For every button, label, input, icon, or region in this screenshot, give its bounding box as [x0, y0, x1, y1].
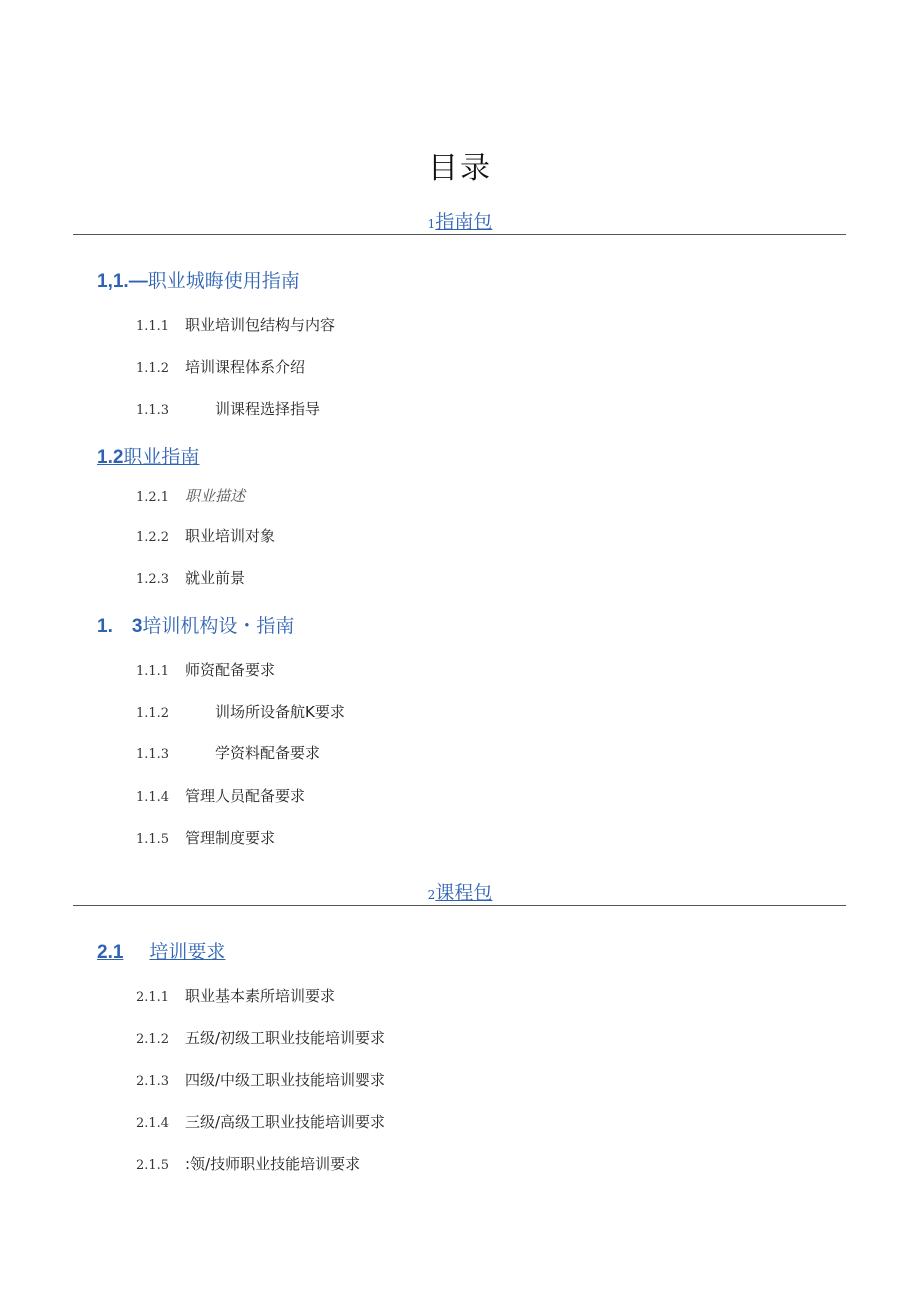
toc-item[interactable] [136, 1027, 385, 1048]
item-label: 职业培训包结构与内容 [185, 316, 336, 334]
item-label: 职业基本素所培训要求 [185, 987, 336, 1005]
item-label: 四级/中级工职业技能培训婴求 [185, 1071, 386, 1089]
part-divider [73, 905, 846, 906]
toc-item[interactable] [136, 1153, 360, 1174]
part-divider [73, 234, 846, 235]
toc-item[interactable] [136, 485, 245, 506]
toc-section-2-1[interactable] [97, 937, 225, 964]
section-label: 职业指南 [123, 446, 200, 468]
section-number: 1. 3 [97, 616, 143, 637]
toc-item[interactable] [136, 701, 345, 722]
item-label: 职业描述 [185, 487, 246, 505]
item-number: 2.1.1 [136, 990, 170, 1005]
toc-item[interactable] [136, 314, 335, 335]
item-number: 1.2.2 [136, 530, 170, 545]
item-label: 管理人员配备要求 [185, 787, 306, 805]
section-number: 1,1.— [97, 271, 148, 292]
part-number: 1 [427, 217, 436, 231]
item-number: 2.1.5 [136, 1158, 170, 1173]
toc-item[interactable] [136, 1111, 385, 1132]
item-number: 1.1.1 [136, 319, 170, 334]
toc-item[interactable] [136, 742, 320, 763]
item-number: 1.1.1 [136, 664, 170, 679]
toc-title: 目录 [428, 151, 492, 186]
item-number: 1.1.2 [136, 361, 170, 376]
part-label: 课程包 [435, 882, 493, 904]
item-number: 1.1.5 [136, 832, 170, 847]
item-label: 师资配备要求 [185, 661, 276, 679]
toc-section-1-1[interactable] [97, 266, 300, 293]
item-label: 管理制度要求 [185, 829, 276, 847]
item-number: 1.1.2 [136, 706, 170, 721]
toc-item[interactable] [136, 659, 275, 680]
item-number: 2.1.2 [136, 1032, 170, 1047]
toc-item[interactable] [136, 356, 305, 377]
item-label: 职业培训对象 [185, 527, 276, 545]
item-number: 2.1.4 [136, 1116, 170, 1131]
toc-part-1[interactable] [0, 207, 920, 234]
item-number: 1.2.1 [136, 490, 170, 505]
item-number: 1.1.4 [136, 790, 170, 805]
toc-part-2[interactable] [0, 878, 920, 905]
toc-section-1-3[interactable] [97, 611, 294, 638]
toc-item[interactable] [136, 567, 245, 588]
toc-item[interactable] [136, 398, 320, 419]
part-label: 指南包 [435, 211, 493, 233]
toc-item[interactable] [136, 525, 275, 546]
section-number: 1.2 [97, 447, 124, 468]
item-label: 培训课程体系介绍 [185, 358, 306, 376]
part-number: 2 [427, 888, 436, 902]
item-number: 1.1.3 [136, 403, 170, 418]
item-number: 1.2.3 [136, 572, 170, 587]
section-label: 培训机构设・指南 [142, 615, 295, 637]
toc-section-1-2[interactable] [97, 442, 199, 469]
item-label: 训场所设备航K要求 [215, 703, 345, 721]
item-label: 训课程选择指导 [215, 400, 321, 418]
item-label: :领/技师职业技能培训要求 [185, 1155, 361, 1173]
section-label: 培训要求 [149, 941, 226, 963]
toc-item[interactable] [136, 785, 305, 806]
item-label: 学资料配备要求 [215, 744, 321, 762]
item-label: 三级/高级工职业技能培训要求 [185, 1113, 386, 1131]
toc-item[interactable] [136, 827, 275, 848]
item-label: 五级/初级工职业技能培训要求 [185, 1029, 386, 1047]
item-label: 就业前景 [185, 569, 246, 587]
section-label: 职业城晦使用指南 [147, 270, 300, 292]
item-number: 1.1.3 [136, 747, 170, 762]
section-number: 2.1 [97, 942, 124, 963]
toc-item[interactable] [136, 1069, 385, 1090]
toc-item[interactable] [136, 985, 335, 1006]
item-number: 2.1.3 [136, 1074, 170, 1089]
